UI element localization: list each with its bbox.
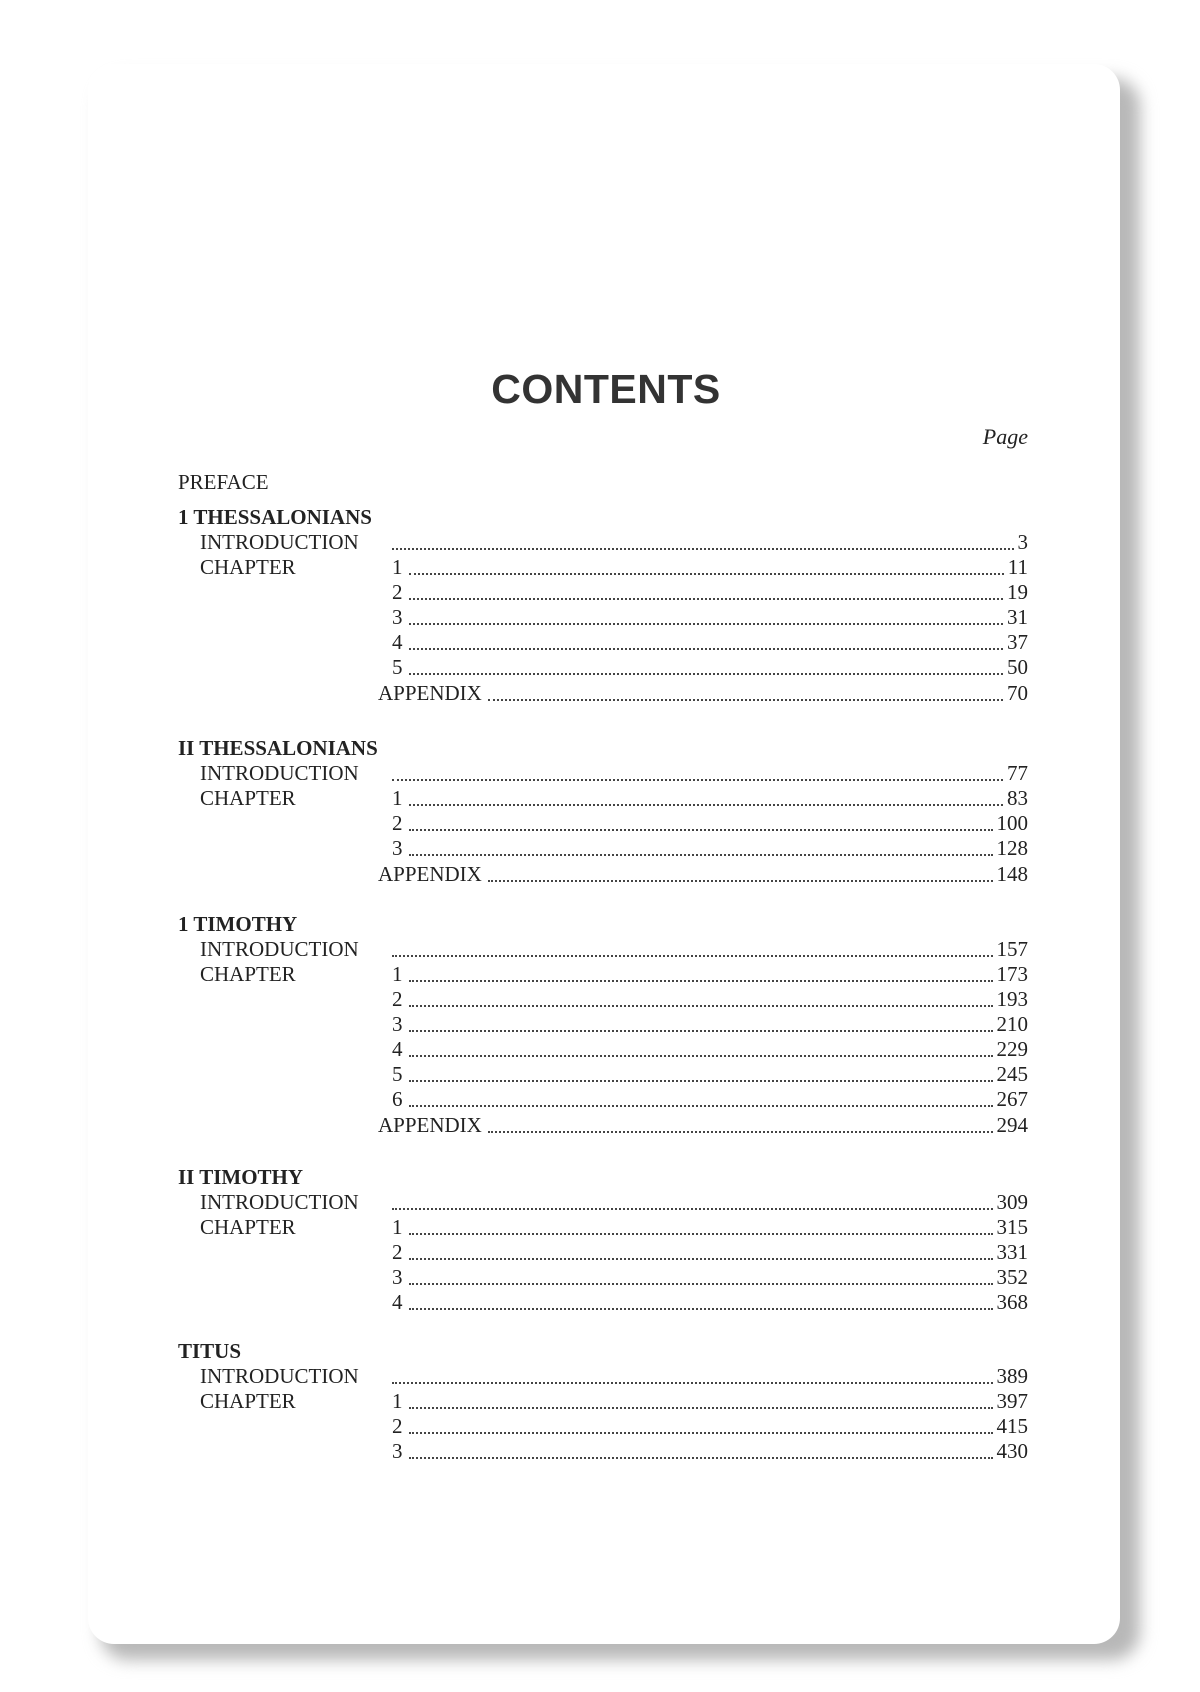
introduction-label: INTRODUCTION [200,761,359,785]
chapter-label: CHAPTER [200,1215,296,1239]
chapter-label: CHAPTER [200,555,296,579]
page-number: 3 [1017,530,1028,554]
page-number: 70 [1007,681,1028,705]
chapter-entry [392,1087,1028,1112]
dot-leader [409,1030,993,1032]
chapter-entry-label: 3 [392,605,403,629]
dot-leader [409,1283,993,1285]
appendix-entry-label: APPENDIX [378,1113,482,1137]
dot-leader [392,1208,993,1210]
chapter-entry-label: 5 [392,1062,403,1086]
introduction-entry [386,761,1028,786]
dot-leader [488,880,993,882]
dot-leader [392,1382,993,1384]
chapter-entry-label: 4 [392,630,403,654]
appendix-entry [378,1113,1028,1138]
book-heading: II THESSALONIANS [178,736,378,760]
chapter-entry [392,555,1028,580]
dot-leader [409,623,1004,625]
dot-leader [409,598,1004,600]
dot-leader [392,548,1014,550]
chapter-entry [392,630,1028,655]
introduction-label: INTRODUCTION [200,1364,359,1388]
dot-leader [409,980,993,982]
page-number: 430 [996,1439,1028,1463]
chapter-entry [392,962,1028,987]
chapter-entry-label: 2 [392,1240,403,1264]
page-column-label: Page [982,424,1028,449]
dot-leader [409,1005,993,1007]
chapter-entry [392,1265,1028,1290]
chapter-entry-label: 3 [392,1265,403,1289]
chapter-entry [392,605,1028,630]
appendix-entry-label: APPENDIX [378,862,482,886]
chapter-entry-label: 1 [392,1389,403,1413]
introduction-entry [386,1364,1028,1389]
page-number: 397 [996,1389,1028,1413]
chapter-entry-label: 2 [392,580,403,604]
book-heading: TITUS [178,1339,242,1363]
dot-leader [409,1432,993,1434]
chapter-entry [392,655,1028,680]
preface-heading: PREFACE [178,470,269,494]
chapter-entry-label: 2 [392,811,403,835]
page-number: 352 [996,1265,1028,1289]
page-number: 128 [996,836,1028,860]
dot-leader [409,1105,993,1107]
dot-leader [409,1055,993,1057]
chapter-label: CHAPTER [200,962,296,986]
chapter-entry-label: 4 [392,1290,403,1314]
page-number: 157 [996,937,1028,961]
chapter-entry [392,1012,1028,1037]
book-heading: 1 TIMOTHY [178,912,298,936]
dot-leader [488,699,1003,701]
chapter-label: CHAPTER [200,1389,296,1413]
book-heading: 1 THESSALONIANS [178,505,372,529]
page-number: 245 [996,1062,1028,1086]
dot-leader [409,573,1004,575]
page-number: 294 [996,1113,1028,1137]
dot-leader [409,1308,993,1310]
chapter-entry-label: 5 [392,655,403,679]
chapter-label: CHAPTER [200,786,296,810]
chapter-entry [392,1414,1028,1439]
page-number: 309 [996,1190,1028,1214]
page-number: 19 [1007,580,1028,604]
page-number: 31 [1007,605,1028,629]
chapter-entry [392,1215,1028,1240]
chapter-entry-label: 3 [392,1012,403,1036]
dot-leader [409,1407,993,1409]
introduction-label: INTRODUCTION [200,937,359,961]
page-number: 77 [1007,761,1028,785]
dot-leader [488,1131,993,1133]
page-number: 100 [996,811,1028,835]
page-number: 173 [996,962,1028,986]
page-number: 11 [1007,555,1028,579]
chapter-entry [392,811,1028,836]
page-number: 389 [996,1364,1028,1388]
dot-leader [409,829,993,831]
dot-leader [392,779,1003,781]
page-number: 315 [996,1215,1028,1239]
page-number: 210 [996,1012,1028,1036]
page-number: 148 [996,862,1028,886]
chapter-entry [392,1240,1028,1265]
dot-leader [409,1233,993,1235]
introduction-label: INTRODUCTION [200,530,359,554]
appendix-entry [378,681,1028,706]
page-number: 37 [1007,630,1028,654]
chapter-entry [392,1037,1028,1062]
introduction-entry [386,530,1028,555]
chapter-entry [392,1439,1028,1464]
page-number: 267 [996,1087,1028,1111]
chapter-entry [392,1062,1028,1087]
page-title: CONTENTS [491,366,721,412]
chapter-entry [392,786,1028,811]
page-number: 415 [996,1414,1028,1438]
introduction-entry [386,1190,1028,1215]
page-number: 368 [996,1290,1028,1314]
page-number: 83 [1007,786,1028,810]
appendix-entry-label: APPENDIX [378,681,482,705]
chapter-entry-label: 2 [392,1414,403,1438]
appendix-entry [378,862,1028,887]
chapter-entry-label: 1 [392,555,403,579]
chapter-entry-label: 3 [392,836,403,860]
chapter-entry-label: 6 [392,1087,403,1111]
chapter-entry-label: 2 [392,987,403,1011]
dot-leader [409,1258,993,1260]
dot-leader [392,955,993,957]
chapter-entry [392,836,1028,861]
page-number: 50 [1007,655,1028,679]
introduction-label: INTRODUCTION [200,1190,359,1214]
dot-leader [409,1080,993,1082]
dot-leader [409,804,1004,806]
chapter-entry [392,987,1028,1012]
chapter-entry-label: 1 [392,786,403,810]
chapter-entry-label: 1 [392,962,403,986]
introduction-entry [386,937,1028,962]
chapter-entry [392,1389,1028,1414]
page-number: 193 [996,987,1028,1011]
chapter-entry [392,580,1028,605]
dot-leader [409,1457,993,1459]
dot-leader [409,673,1004,675]
page-number: 229 [996,1037,1028,1061]
dot-leader [409,648,1004,650]
chapter-entry [392,1290,1028,1315]
chapter-entry-label: 1 [392,1215,403,1239]
chapter-entry-label: 4 [392,1037,403,1061]
dot-leader [409,854,993,856]
chapter-entry-label: 3 [392,1439,403,1463]
page-number: 331 [996,1240,1028,1264]
book-heading: II TIMOTHY [178,1165,304,1189]
